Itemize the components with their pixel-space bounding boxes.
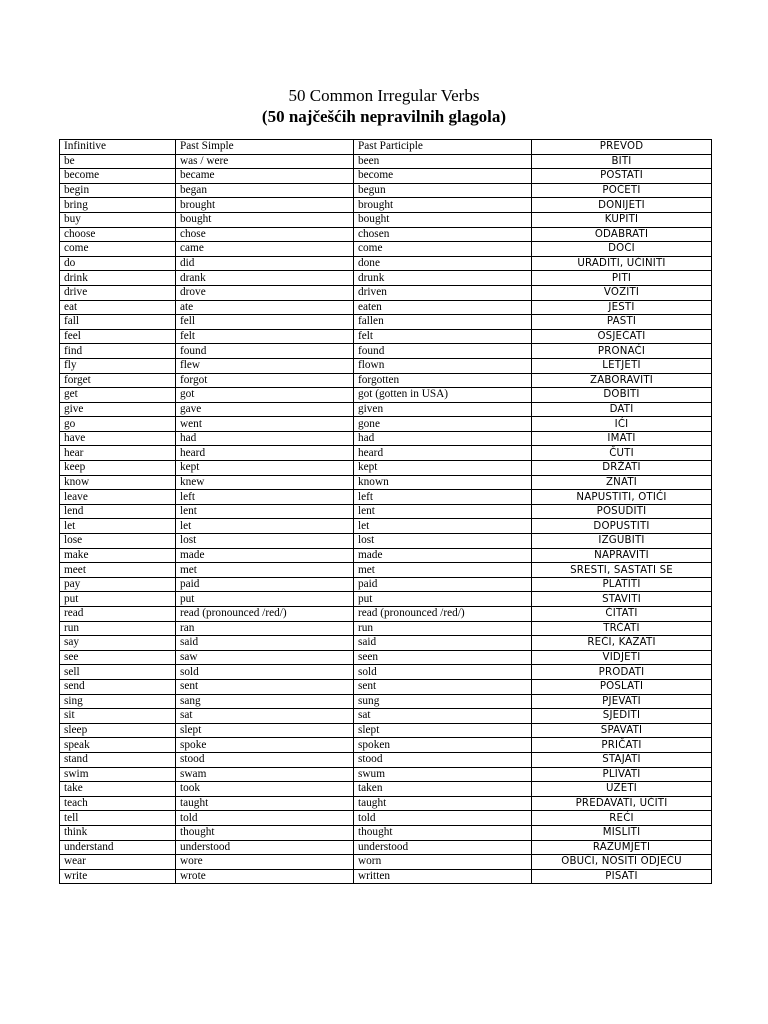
infinitive-cell: eat xyxy=(60,300,176,315)
prevod-cell: JESTI xyxy=(532,300,712,315)
document-title: 50 Common Irregular Verbs xyxy=(288,86,480,105)
infinitive-cell: read xyxy=(60,607,176,622)
document-header xyxy=(0,86,768,128)
past-participle-cell: made xyxy=(354,548,532,563)
prevod-cell: POČETI xyxy=(532,183,712,198)
prevod-cell: PLIVATI xyxy=(532,767,712,782)
infinitive-cell: take xyxy=(60,782,176,797)
past-participle-cell: understood xyxy=(354,840,532,855)
prevod-cell: NAPRAVITI xyxy=(532,548,712,563)
past-simple-cell: did xyxy=(176,256,354,271)
table-row xyxy=(60,256,712,271)
prevod-cell: PREDAVATI, UČITI xyxy=(532,796,712,811)
infinitive-cell: drink xyxy=(60,271,176,286)
infinitive-cell: know xyxy=(60,475,176,490)
prevod-cell: ODABRATI xyxy=(532,227,712,242)
infinitive-cell: make xyxy=(60,548,176,563)
infinitive-cell: put xyxy=(60,592,176,607)
prevod-cell: IMATI xyxy=(532,431,712,446)
infinitive-cell: come xyxy=(60,242,176,257)
past-simple-cell: came xyxy=(176,242,354,257)
past-participle-cell: kept xyxy=(354,461,532,476)
past-simple-cell: sold xyxy=(176,665,354,680)
past-simple-cell: stood xyxy=(176,752,354,767)
prevod-cell: POSUDITI xyxy=(532,504,712,519)
past-participle-cell: read (pronounced /red/) xyxy=(354,607,532,622)
past-simple-cell: wrote xyxy=(176,869,354,884)
past-simple-cell: ran xyxy=(176,621,354,636)
table-row xyxy=(60,402,712,417)
table-row xyxy=(60,636,712,651)
table-row xyxy=(60,563,712,578)
infinitive-cell: fall xyxy=(60,315,176,330)
infinitive-cell: say xyxy=(60,636,176,651)
table-row xyxy=(60,738,712,753)
infinitive-cell: let xyxy=(60,519,176,534)
past-participle-cell: bought xyxy=(354,212,532,227)
table-row xyxy=(60,388,712,403)
table-row xyxy=(60,519,712,534)
past-participle-cell: given xyxy=(354,402,532,417)
past-simple-cell: got xyxy=(176,388,354,403)
prevod-cell: PRIČATI xyxy=(532,738,712,753)
infinitive-cell: keep xyxy=(60,461,176,476)
prevod-cell: STAVITI xyxy=(532,592,712,607)
table-row xyxy=(60,577,712,592)
table-row xyxy=(60,475,712,490)
infinitive-cell: feel xyxy=(60,329,176,344)
prevod-cell: POSTATI xyxy=(532,169,712,184)
table-row xyxy=(60,329,712,344)
past-participle-cell: met xyxy=(354,563,532,578)
prevod-cell: UZETI xyxy=(532,782,712,797)
past-simple-cell: ate xyxy=(176,300,354,315)
table-row xyxy=(60,227,712,242)
header-past-simple: Past Simple xyxy=(176,140,354,155)
past-simple-cell: brought xyxy=(176,198,354,213)
past-participle-cell: paid xyxy=(354,577,532,592)
table-row xyxy=(60,767,712,782)
past-participle-cell: fallen xyxy=(354,315,532,330)
infinitive-cell: stand xyxy=(60,752,176,767)
table-row xyxy=(60,621,712,636)
table-row xyxy=(60,679,712,694)
prevod-cell: LETJETI xyxy=(532,358,712,373)
past-participle-cell: lost xyxy=(354,534,532,549)
past-participle-cell: swum xyxy=(354,767,532,782)
header-infinitive: Infinitive xyxy=(60,140,176,155)
infinitive-cell: become xyxy=(60,169,176,184)
past-simple-cell: fell xyxy=(176,315,354,330)
past-simple-cell: drove xyxy=(176,285,354,300)
prevod-cell: STAJATI xyxy=(532,752,712,767)
table-row xyxy=(60,212,712,227)
past-participle-cell: seen xyxy=(354,650,532,665)
prevod-cell: SJEDITI xyxy=(532,709,712,724)
irregular-verbs-table xyxy=(59,139,712,884)
past-simple-cell: made xyxy=(176,548,354,563)
prevod-cell: PRODATI xyxy=(532,665,712,680)
table-row xyxy=(60,358,712,373)
prevod-cell: DOBITI xyxy=(532,388,712,403)
prevod-cell: ZNATI xyxy=(532,475,712,490)
past-participle-cell: done xyxy=(354,256,532,271)
prevod-cell: DONIJETI xyxy=(532,198,712,213)
prevod-cell: KUPITI xyxy=(532,212,712,227)
infinitive-cell: meet xyxy=(60,563,176,578)
past-simple-cell: began xyxy=(176,183,354,198)
past-simple-cell: heard xyxy=(176,446,354,461)
past-participle-cell: had xyxy=(354,431,532,446)
past-participle-cell: gone xyxy=(354,417,532,432)
past-participle-cell: let xyxy=(354,519,532,534)
past-participle-cell: slept xyxy=(354,723,532,738)
past-participle-cell: thought xyxy=(354,825,532,840)
table-row xyxy=(60,315,712,330)
table-row xyxy=(60,694,712,709)
table-row xyxy=(60,796,712,811)
table-row xyxy=(60,183,712,198)
infinitive-cell: think xyxy=(60,825,176,840)
past-participle-cell: known xyxy=(354,475,532,490)
past-simple-cell: said xyxy=(176,636,354,651)
past-simple-cell: thought xyxy=(176,825,354,840)
infinitive-cell: write xyxy=(60,869,176,884)
past-simple-cell: paid xyxy=(176,577,354,592)
past-simple-cell: swam xyxy=(176,767,354,782)
table-row xyxy=(60,198,712,213)
infinitive-cell: begin xyxy=(60,183,176,198)
prevod-cell: DOĆI xyxy=(532,242,712,257)
infinitive-cell: tell xyxy=(60,811,176,826)
past-participle-cell: come xyxy=(354,242,532,257)
infinitive-cell: send xyxy=(60,679,176,694)
prevod-cell: DOPUSTITI xyxy=(532,519,712,534)
infinitive-cell: sing xyxy=(60,694,176,709)
prevod-cell: VIDJETI xyxy=(532,650,712,665)
infinitive-cell: leave xyxy=(60,490,176,505)
infinitive-cell: get xyxy=(60,388,176,403)
past-simple-cell: gave xyxy=(176,402,354,417)
table-row xyxy=(60,752,712,767)
past-simple-cell: lent xyxy=(176,504,354,519)
table-row xyxy=(60,154,712,169)
infinitive-cell: sit xyxy=(60,709,176,724)
past-participle-cell: begun xyxy=(354,183,532,198)
past-simple-cell: forgot xyxy=(176,373,354,388)
prevod-cell: PISATI xyxy=(532,869,712,884)
past-simple-cell: put xyxy=(176,592,354,607)
table-row xyxy=(60,242,712,257)
table-row xyxy=(60,709,712,724)
table-row xyxy=(60,665,712,680)
prevod-cell: OSJEĆATI xyxy=(532,329,712,344)
table-row xyxy=(60,431,712,446)
infinitive-cell: sell xyxy=(60,665,176,680)
past-participle-cell: sent xyxy=(354,679,532,694)
prevod-cell: DATI xyxy=(532,402,712,417)
prevod-cell: VOZITI xyxy=(532,285,712,300)
table-row xyxy=(60,169,712,184)
past-simple-cell: knew xyxy=(176,475,354,490)
prevod-cell: DRŽATI xyxy=(532,461,712,476)
prevod-cell: OBUĆI, NOSITI ODJEĆU xyxy=(532,855,712,870)
prevod-cell: NAPUSTITI, OTIĆI xyxy=(532,490,712,505)
infinitive-cell: do xyxy=(60,256,176,271)
header-prevod: PREVOD xyxy=(532,140,712,155)
table-row xyxy=(60,285,712,300)
prevod-cell: PRONAĆI xyxy=(532,344,712,359)
table-row xyxy=(60,782,712,797)
past-participle-cell: stood xyxy=(354,752,532,767)
prevod-cell: MISLITI xyxy=(532,825,712,840)
past-simple-cell: sat xyxy=(176,709,354,724)
document-subtitle: (50 najčešćih nepravilnih glagola) xyxy=(261,107,507,126)
prevod-cell: TRČATI xyxy=(532,621,712,636)
past-participle-cell: drunk xyxy=(354,271,532,286)
past-participle-cell: said xyxy=(354,636,532,651)
past-simple-cell: slept xyxy=(176,723,354,738)
prevod-cell: PJEVATI xyxy=(532,694,712,709)
prevod-cell: URADITI, UČINITI xyxy=(532,256,712,271)
table-row xyxy=(60,344,712,359)
infinitive-cell: hear xyxy=(60,446,176,461)
prevod-cell: IZGUBITI xyxy=(532,534,712,549)
past-participle-cell: flown xyxy=(354,358,532,373)
past-participle-cell: written xyxy=(354,869,532,884)
infinitive-cell: lose xyxy=(60,534,176,549)
past-participle-cell: sat xyxy=(354,709,532,724)
past-simple-cell: saw xyxy=(176,650,354,665)
past-participle-cell: found xyxy=(354,344,532,359)
prevod-cell: RAZUMJETI xyxy=(532,840,712,855)
past-participle-cell: eaten xyxy=(354,300,532,315)
past-simple-cell: lost xyxy=(176,534,354,549)
prevod-cell: ČITATI xyxy=(532,607,712,622)
past-participle-cell: been xyxy=(354,154,532,169)
infinitive-cell: have xyxy=(60,431,176,446)
infinitive-cell: speak xyxy=(60,738,176,753)
past-participle-cell: heard xyxy=(354,446,532,461)
past-participle-cell: taken xyxy=(354,782,532,797)
past-simple-cell: kept xyxy=(176,461,354,476)
infinitive-cell: give xyxy=(60,402,176,417)
infinitive-cell: pay xyxy=(60,577,176,592)
prevod-cell: PITI xyxy=(532,271,712,286)
past-simple-cell: went xyxy=(176,417,354,432)
infinitive-cell: buy xyxy=(60,212,176,227)
prevod-cell: REĆI xyxy=(532,811,712,826)
table-row xyxy=(60,855,712,870)
past-simple-cell: understood xyxy=(176,840,354,855)
table-row xyxy=(60,811,712,826)
table-row xyxy=(60,271,712,286)
prevod-cell: SRESTI, SASTATI SE xyxy=(532,563,712,578)
table-row xyxy=(60,607,712,622)
infinitive-cell: lend xyxy=(60,504,176,519)
past-participle-cell: taught xyxy=(354,796,532,811)
infinitive-cell: understand xyxy=(60,840,176,855)
infinitive-cell: run xyxy=(60,621,176,636)
infinitive-cell: find xyxy=(60,344,176,359)
table-row xyxy=(60,548,712,563)
past-simple-cell: met xyxy=(176,563,354,578)
past-simple-cell: wore xyxy=(176,855,354,870)
infinitive-cell: wear xyxy=(60,855,176,870)
past-simple-cell: took xyxy=(176,782,354,797)
infinitive-cell: swim xyxy=(60,767,176,782)
infinitive-cell: see xyxy=(60,650,176,665)
past-simple-cell: told xyxy=(176,811,354,826)
past-simple-cell: had xyxy=(176,431,354,446)
past-simple-cell: flew xyxy=(176,358,354,373)
past-simple-cell: sent xyxy=(176,679,354,694)
table-row xyxy=(60,417,712,432)
table-row xyxy=(60,650,712,665)
prevod-cell: ZABORAVITI xyxy=(532,373,712,388)
past-participle-cell: got (gotten in USA) xyxy=(354,388,532,403)
table-row xyxy=(60,592,712,607)
past-participle-cell: sung xyxy=(354,694,532,709)
past-participle-cell: sold xyxy=(354,665,532,680)
prevod-cell: BITI xyxy=(532,154,712,169)
past-participle-cell: become xyxy=(354,169,532,184)
past-simple-cell: felt xyxy=(176,329,354,344)
table-row xyxy=(60,490,712,505)
past-simple-cell: left xyxy=(176,490,354,505)
past-simple-cell: drank xyxy=(176,271,354,286)
past-simple-cell: was / were xyxy=(176,154,354,169)
prevod-cell: SPAVATI xyxy=(532,723,712,738)
past-participle-cell: worn xyxy=(354,855,532,870)
past-simple-cell: taught xyxy=(176,796,354,811)
past-simple-cell: let xyxy=(176,519,354,534)
table-row xyxy=(60,461,712,476)
infinitive-cell: fly xyxy=(60,358,176,373)
past-participle-cell: left xyxy=(354,490,532,505)
prevod-cell: IĆI xyxy=(532,417,712,432)
header-past-participle: Past Participle xyxy=(354,140,532,155)
past-participle-cell: put xyxy=(354,592,532,607)
past-simple-cell: spoke xyxy=(176,738,354,753)
table-row xyxy=(60,373,712,388)
past-participle-cell: spoken xyxy=(354,738,532,753)
past-simple-cell: bought xyxy=(176,212,354,227)
past-participle-cell: chosen xyxy=(354,227,532,242)
past-simple-cell: became xyxy=(176,169,354,184)
prevod-cell: REĆI, KAZATI xyxy=(532,636,712,651)
infinitive-cell: go xyxy=(60,417,176,432)
table-row xyxy=(60,723,712,738)
past-participle-cell: brought xyxy=(354,198,532,213)
past-participle-cell: felt xyxy=(354,329,532,344)
prevod-cell: POSLATI xyxy=(532,679,712,694)
infinitive-cell: sleep xyxy=(60,723,176,738)
infinitive-cell: bring xyxy=(60,198,176,213)
table-row xyxy=(60,534,712,549)
prevod-cell: ČUTI xyxy=(532,446,712,461)
infinitive-cell: drive xyxy=(60,285,176,300)
infinitive-cell: forget xyxy=(60,373,176,388)
verbs-table-body xyxy=(60,140,712,884)
past-simple-cell: found xyxy=(176,344,354,359)
table-row xyxy=(60,504,712,519)
past-participle-cell: lent xyxy=(354,504,532,519)
infinitive-cell: be xyxy=(60,154,176,169)
table-header-row xyxy=(60,140,712,155)
past-participle-cell: told xyxy=(354,811,532,826)
prevod-cell: PASTI xyxy=(532,315,712,330)
past-participle-cell: forgotten xyxy=(354,373,532,388)
past-participle-cell: run xyxy=(354,621,532,636)
past-participle-cell: driven xyxy=(354,285,532,300)
table-row xyxy=(60,869,712,884)
prevod-cell: PLATITI xyxy=(532,577,712,592)
infinitive-cell: teach xyxy=(60,796,176,811)
table-row xyxy=(60,446,712,461)
table-row xyxy=(60,840,712,855)
table-row xyxy=(60,300,712,315)
table-row xyxy=(60,825,712,840)
past-simple-cell: sang xyxy=(176,694,354,709)
past-simple-cell: chose xyxy=(176,227,354,242)
infinitive-cell: choose xyxy=(60,227,176,242)
past-simple-cell: read (pronounced /red/) xyxy=(176,607,354,622)
